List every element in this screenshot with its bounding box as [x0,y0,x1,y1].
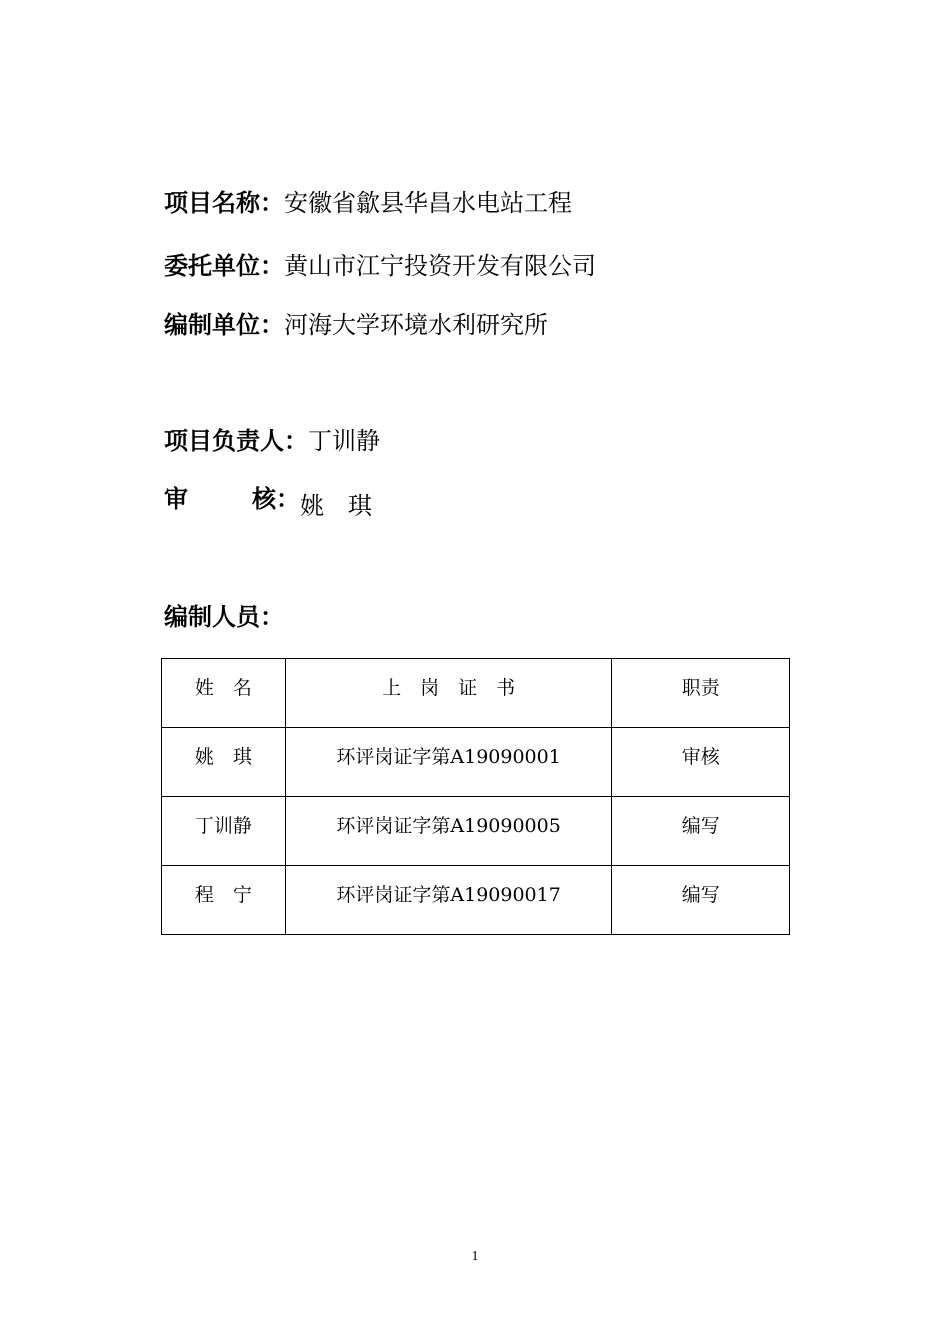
staff-duty-cell: 编写 [612,866,790,935]
page-number: 1 [471,1249,479,1264]
reviewer-line [164,484,372,521]
staff-heading: 编制人员： [164,603,284,631]
staff-table-header-row [162,659,790,728]
project-name-line [164,188,572,218]
header-duty: 职责 [612,659,790,728]
project-name-value: 安徽省歙县华昌水电站工程 [284,189,572,217]
client-line [164,251,596,281]
staff-certificate-cell: 环评岗证字第A19090005 [285,797,612,866]
staff-name-cell: 姚 琪 [162,728,286,797]
staff-heading-line [164,602,284,632]
project-leader-value: 丁训静 [308,427,380,455]
compiler-value: 河海大学环境水利研究所 [284,311,548,339]
project-name-label: 项目名称： [164,189,284,217]
staff-duty-cell: 审核 [612,728,790,797]
compiler-label: 编制单位： [164,311,284,339]
table-row [162,797,790,866]
table-row [162,866,790,935]
reviewer-value: 姚 琪 [300,492,372,520]
reviewer-label [164,484,300,514]
table-row [162,728,790,797]
header-name: 姓 名 [162,659,286,728]
staff-certificate-cell: 环评岗证字第A19090017 [285,866,612,935]
staff-name-cell: 程 宁 [162,866,286,935]
client-value: 黄山市江宁投资开发有限公司 [284,252,596,280]
reviewer-label-part-a: 审 [164,485,188,513]
staff-duty-cell: 编写 [612,797,790,866]
staff-table [161,658,790,935]
project-leader-line [164,426,380,456]
reviewer-label-part-b: 核： [252,485,300,513]
project-leader-label: 项目负责人： [164,427,308,455]
header-certificate: 上 岗 证 书 [285,659,612,728]
compiler-line [164,310,548,340]
client-label: 委托单位： [164,252,284,280]
staff-name-cell: 丁训静 [162,797,286,866]
staff-certificate-cell: 环评岗证字第A19090001 [285,728,612,797]
